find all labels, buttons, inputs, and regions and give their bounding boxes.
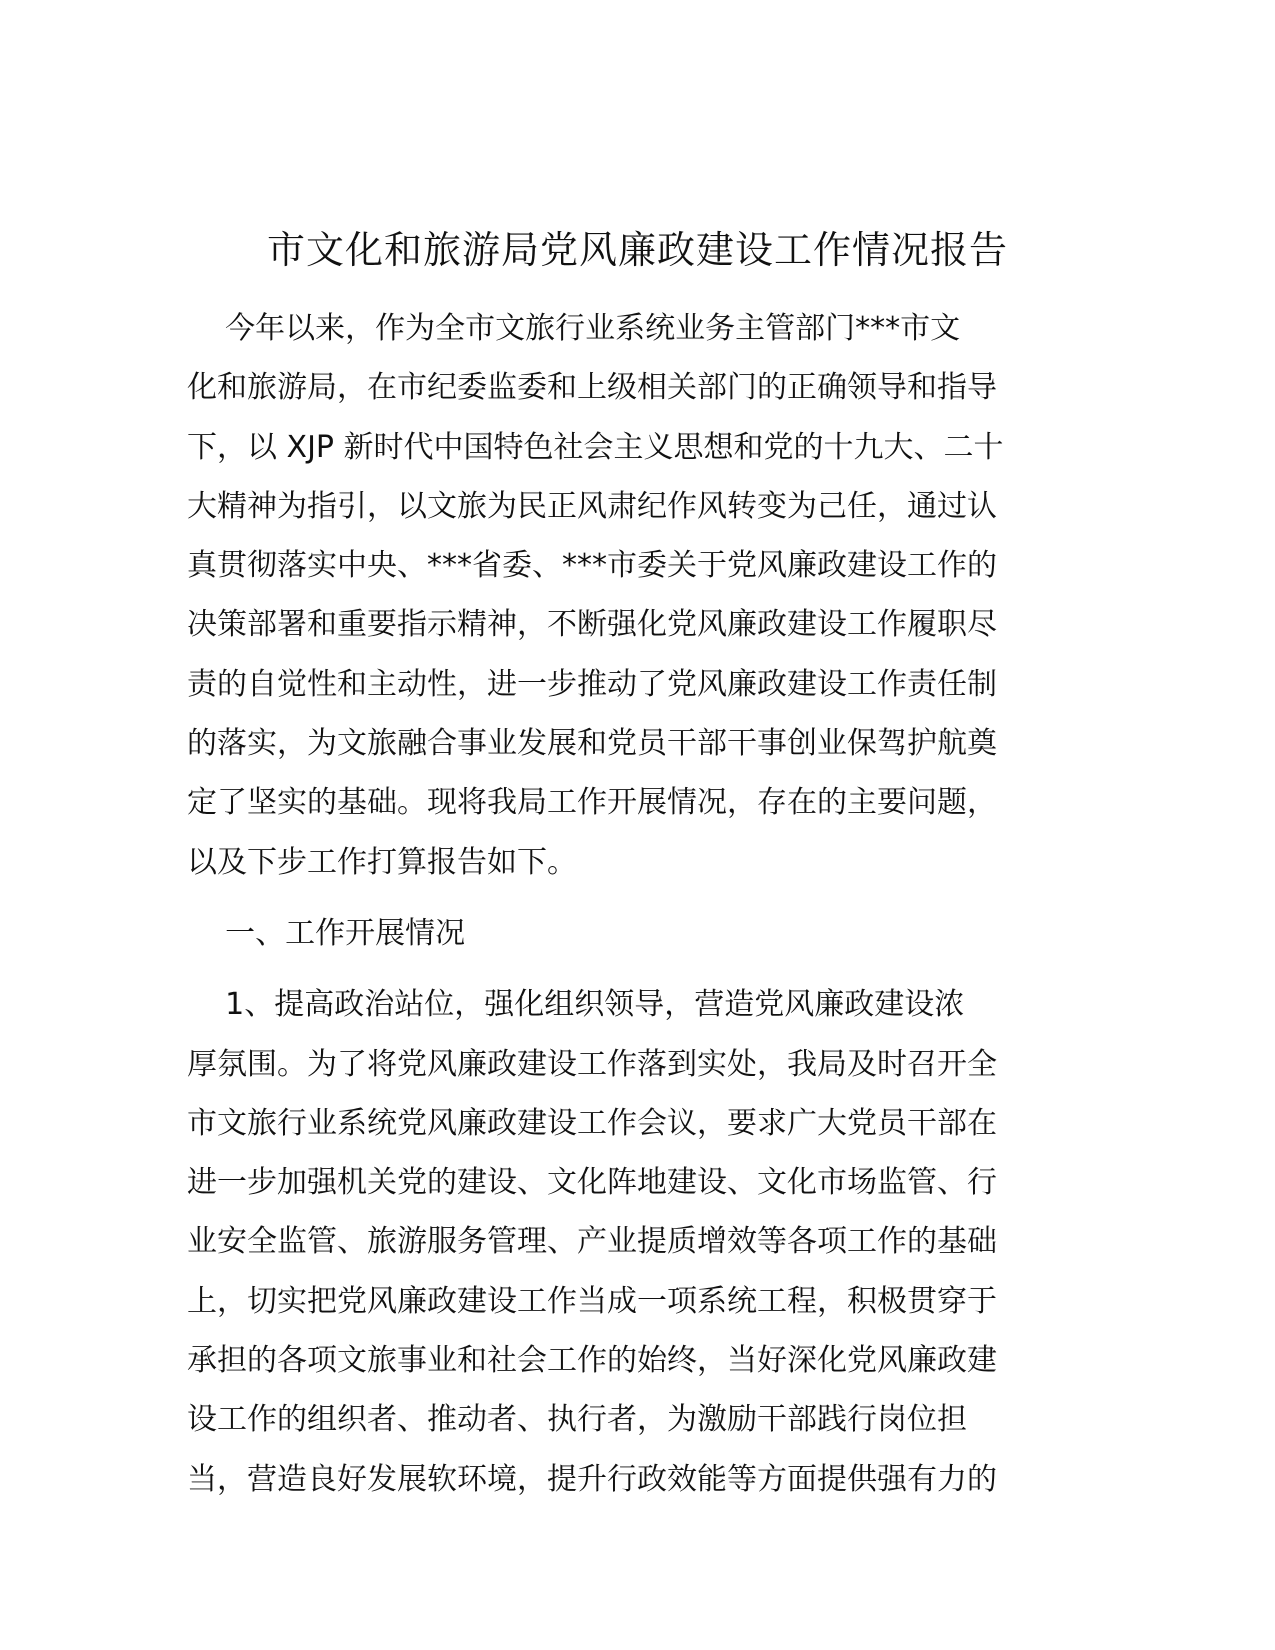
body-line: 业安全监管、旅游服务管理、产业提质增效等各项工作的基础 [187, 1224, 997, 1260]
body-line: 厚氛围。为了将党风廉政建设工作落到实处，我局及时召开全 [187, 1046, 997, 1082]
body-line: 设工作的组织者、推动者、执行者，为激励干部践行岗位担 [187, 1402, 967, 1438]
section-heading: 一、工作开展情况 [187, 915, 466, 951]
body-line: 下，以 XJP 新时代中国特色社会主义思想和党的十九大、二十 [187, 429, 1004, 465]
body-line: 当，营造良好发展软环境，提升行政效能等方面提供强有力的 [187, 1461, 997, 1497]
document-body [187, 299, 1087, 1509]
body-line: 承担的各项文旅事业和社会工作的始终，当好深化党风廉政建 [187, 1343, 997, 1379]
body-line: 的落实，为文旅融合事业发展和党员干部干事创业保驾护航奠 [187, 726, 997, 762]
body-line: 上，切实把党风廉政建设工作当成一项系统工程，积极贯穿于 [187, 1283, 997, 1319]
body-line: 进一步加强机关党的建设、文化阵地建设、文化市场监管、行 [187, 1165, 997, 1201]
body-line: 大精神为指引，以文旅为民正风肃纪作风转变为己任，通过认 [187, 488, 997, 524]
body-line: 今年以来，作为全市文旅行业系统业务主管部门***市文 [187, 311, 961, 346]
body-line: 市文旅行业系统党风廉政建设工作会议，要求广大党员干部在 [187, 1105, 997, 1141]
body-line: 1、提高政治站位，强化组织领导，营造党风廉政建设浓 [187, 987, 965, 1023]
body-line: 化和旅游局，在市纪委监委和上级相关部门的正确领导和指导 [187, 370, 997, 406]
body-line: 真贯彻落实中央、***省委、***市委关于党风廉政建设工作的 [187, 548, 997, 584]
body-line: 以及下步工作打算报告如下。 [187, 844, 577, 880]
document-title: 市文化和旅游局党风廉政建设工作情况报告 [266, 228, 1008, 272]
body-line: 责的自觉性和主动性，进一步推动了党风廉政建设工作责任制 [187, 666, 997, 702]
body-line: 定了坚实的基础。现将我局工作开展情况，存在的主要问题， [187, 785, 997, 821]
body-line: 决策部署和重要指示精神，不断强化党风廉政建设工作履职尽 [187, 607, 997, 643]
